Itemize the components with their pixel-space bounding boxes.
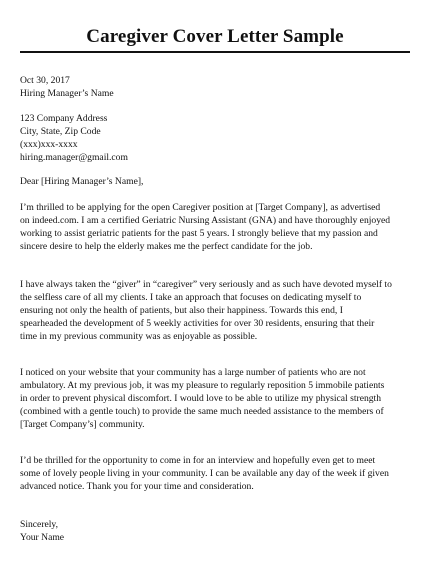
paragraph-line: I have always taken the “giver” in “caregiver” very seriously and as such have devoted myself to xyxy=(20,279,392,290)
paragraph-line: ensuring not only the health of patients, but also their happiness. Towards this end, I xyxy=(20,305,343,316)
address-line-1: 123 Company Address xyxy=(20,113,108,124)
paragraph-line: sincere desire to help the elderly makes me the perfect candidate for the job. xyxy=(20,241,313,252)
paragraph-line: I noticed on your website that your community has a large number of patients who are not xyxy=(20,367,366,378)
paragraph-1 xyxy=(20,201,412,253)
paragraph-line: spearheaded the development of 5 weekly activities for over 30 residents, ensuring that their xyxy=(20,318,375,329)
paragraph-line: in order to prevent physical discomfort. I would love to be able to utilize my physical strength xyxy=(20,393,382,404)
letter-header xyxy=(20,74,412,100)
paragraph-line: I’m thrilled to be applying for the open Caregiver position at [Target Company], as advertised xyxy=(20,202,381,213)
address-line-2: City, State, Zip Code xyxy=(20,126,101,137)
address-email: hiring.manager@gmail.com xyxy=(20,152,128,163)
paragraph-line: on indeed.com. I am a certified Geriatric Nursing Assistant (GNA) and have thoroughly enjoyed xyxy=(20,215,391,226)
paragraph-3 xyxy=(20,366,412,431)
paragraph-line: I’d be thrilled for the opportunity to come in for an interview and hopefully even get to meet xyxy=(20,455,376,466)
paragraph-line: working to assist geriatric patients for the past 5 years. I strongly believe that my passion and xyxy=(20,228,378,239)
paragraph-line: time in my previous community was as enjoyable as possible. xyxy=(20,331,258,342)
paragraph-line: ambulatory. At my previous job, it was my pleasure to regularly reposition 5 immobile patients xyxy=(20,380,385,391)
recipient-name: Hiring Manager’s Name xyxy=(20,88,114,99)
salutation xyxy=(20,175,412,188)
title-divider xyxy=(20,51,410,53)
letter-date: Oct 30, 2017 xyxy=(20,75,70,86)
paragraph-line: (combined with a gentle touch) to provide the same much needed assistance to the members of xyxy=(20,406,384,417)
document-title: Caregiver Cover Letter Sample xyxy=(86,26,344,47)
closing: Sincerely, xyxy=(20,519,59,530)
paragraph-line: [Target Company’s] community. xyxy=(20,419,145,430)
paragraph-line: the selfless care of all my clients. I take an approach that focuses on dedicating myself to xyxy=(20,292,362,303)
paragraph-line: some of lovely people living in your community. I can be available any day of the week if given xyxy=(20,468,389,479)
paragraph-4 xyxy=(20,454,412,493)
signature-name: Your Name xyxy=(20,532,65,543)
recipient-address xyxy=(20,112,412,164)
address-phone: (xxx)xxx-xxxx xyxy=(20,139,78,150)
paragraph-line: advanced notice. Thank you for your time and consideration. xyxy=(20,481,254,492)
closing-block xyxy=(20,518,412,544)
salutation-text: Dear [Hiring Manager’s Name], xyxy=(20,176,144,187)
paragraph-2 xyxy=(20,278,412,343)
